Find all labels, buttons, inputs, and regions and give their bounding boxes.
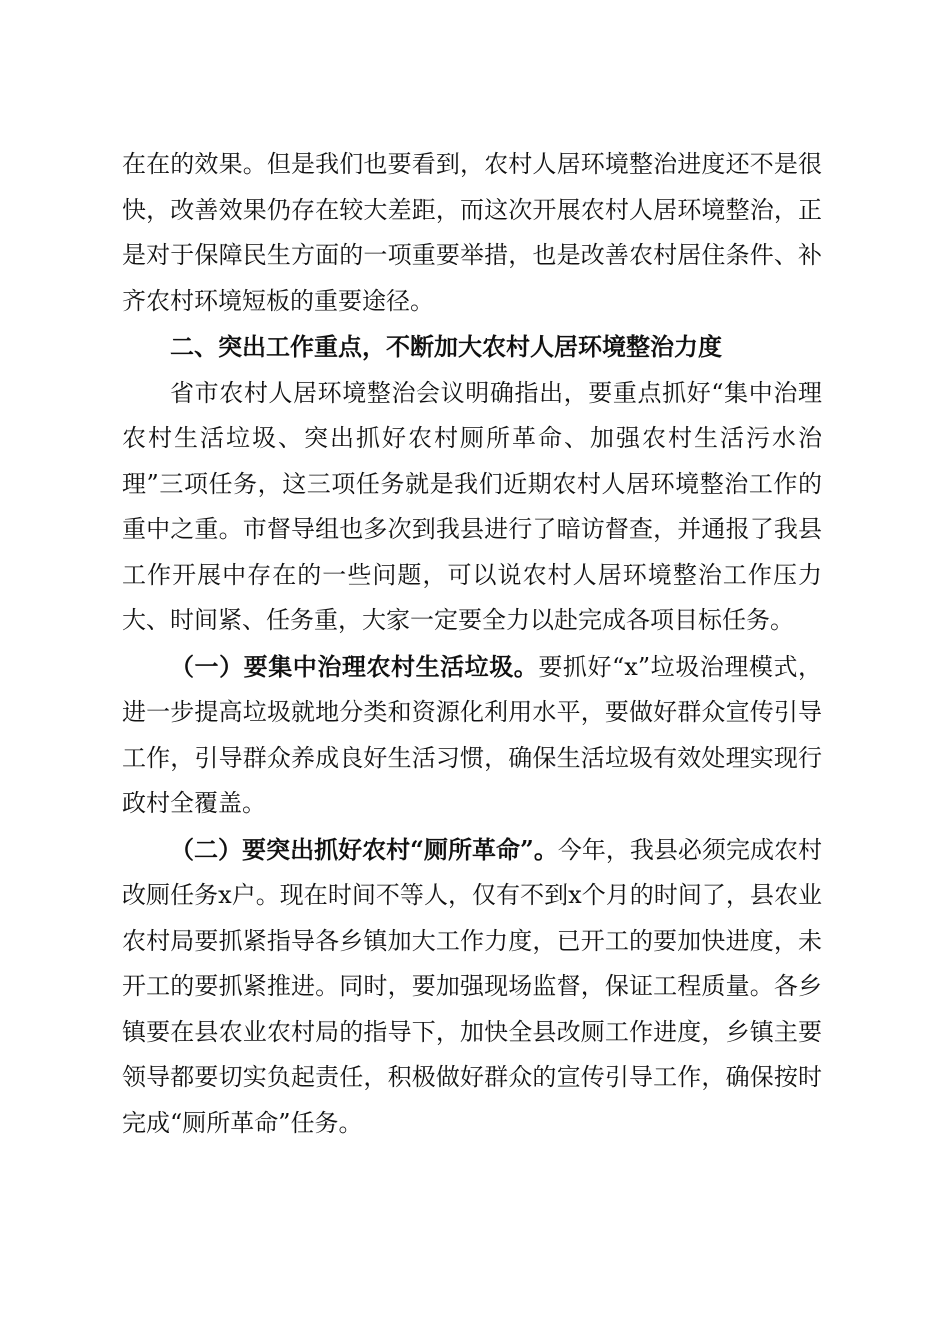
subsection-1-lead: （一）要集中治理农村生活垃圾。 — [170, 651, 539, 681]
section-heading-2: 二、突出工作重点，不断加大农村人居环境整治力度 — [170, 333, 722, 361]
paragraph-section-2-intro: 省市农村人居环境整治会议明确指出，要重点抓好“集中治理农村生活垃圾、突出抓好农村厕所革命、加强农村生活污水治理”三项任务，这三项任务就是我们近期农村人居环境整治工作的重中之重。市督导组也多次到我县进行了暗访督查，并通报了我县工作开展中存在的一些问题，可以说农村人居环境整治工作压力大、时间紧、任务重，大家一定要全力以赴完成各项目标任务。 — [122, 378, 822, 634]
paragraph-continued: 在在的效果。但是我们也要看到，农村人居环境整治进度还不是很快，改善效果仍存在较大差距，而这次开展农村人居环境整治，正是对于保障民生方面的一项重要举措，也是改善农村居住条件、补齐农村环境短板的重要途径。 — [122, 150, 822, 315]
subsection-1 — [122, 644, 822, 827]
subsection-2 — [122, 827, 822, 1147]
subsection-1-body: 要抓好“x”垃圾治理模式，进一步提高垃圾就地分类和资源化利用水平，要做好群众宣传引导工作，引导群众养成良好生活习惯，确保生活垃圾有效处理实现行政村全覆盖。 — [122, 652, 823, 817]
document-body — [122, 142, 822, 1146]
subsection-2-body: 今年，我县必须完成农村改厕任务x户。现在时间不等人，仅有不到x个月的时间了，县农业农村局要抓紧指导各乡镇加大工作力度，已开工的要加快进度，未开工的要抓紧推进。同时，要加强现场监督，保证工程质量。各乡镇要在县农业农村局的指导下，加快全县改厕工作进度，乡镇主要领导都要切实负起责任，积极做好群众的宣传引导工作，确保按时完成“厕所革命”任务。 — [122, 835, 823, 1137]
subsection-2-lead: （二）要突出抓好农村“厕所革命”。 — [170, 834, 558, 864]
